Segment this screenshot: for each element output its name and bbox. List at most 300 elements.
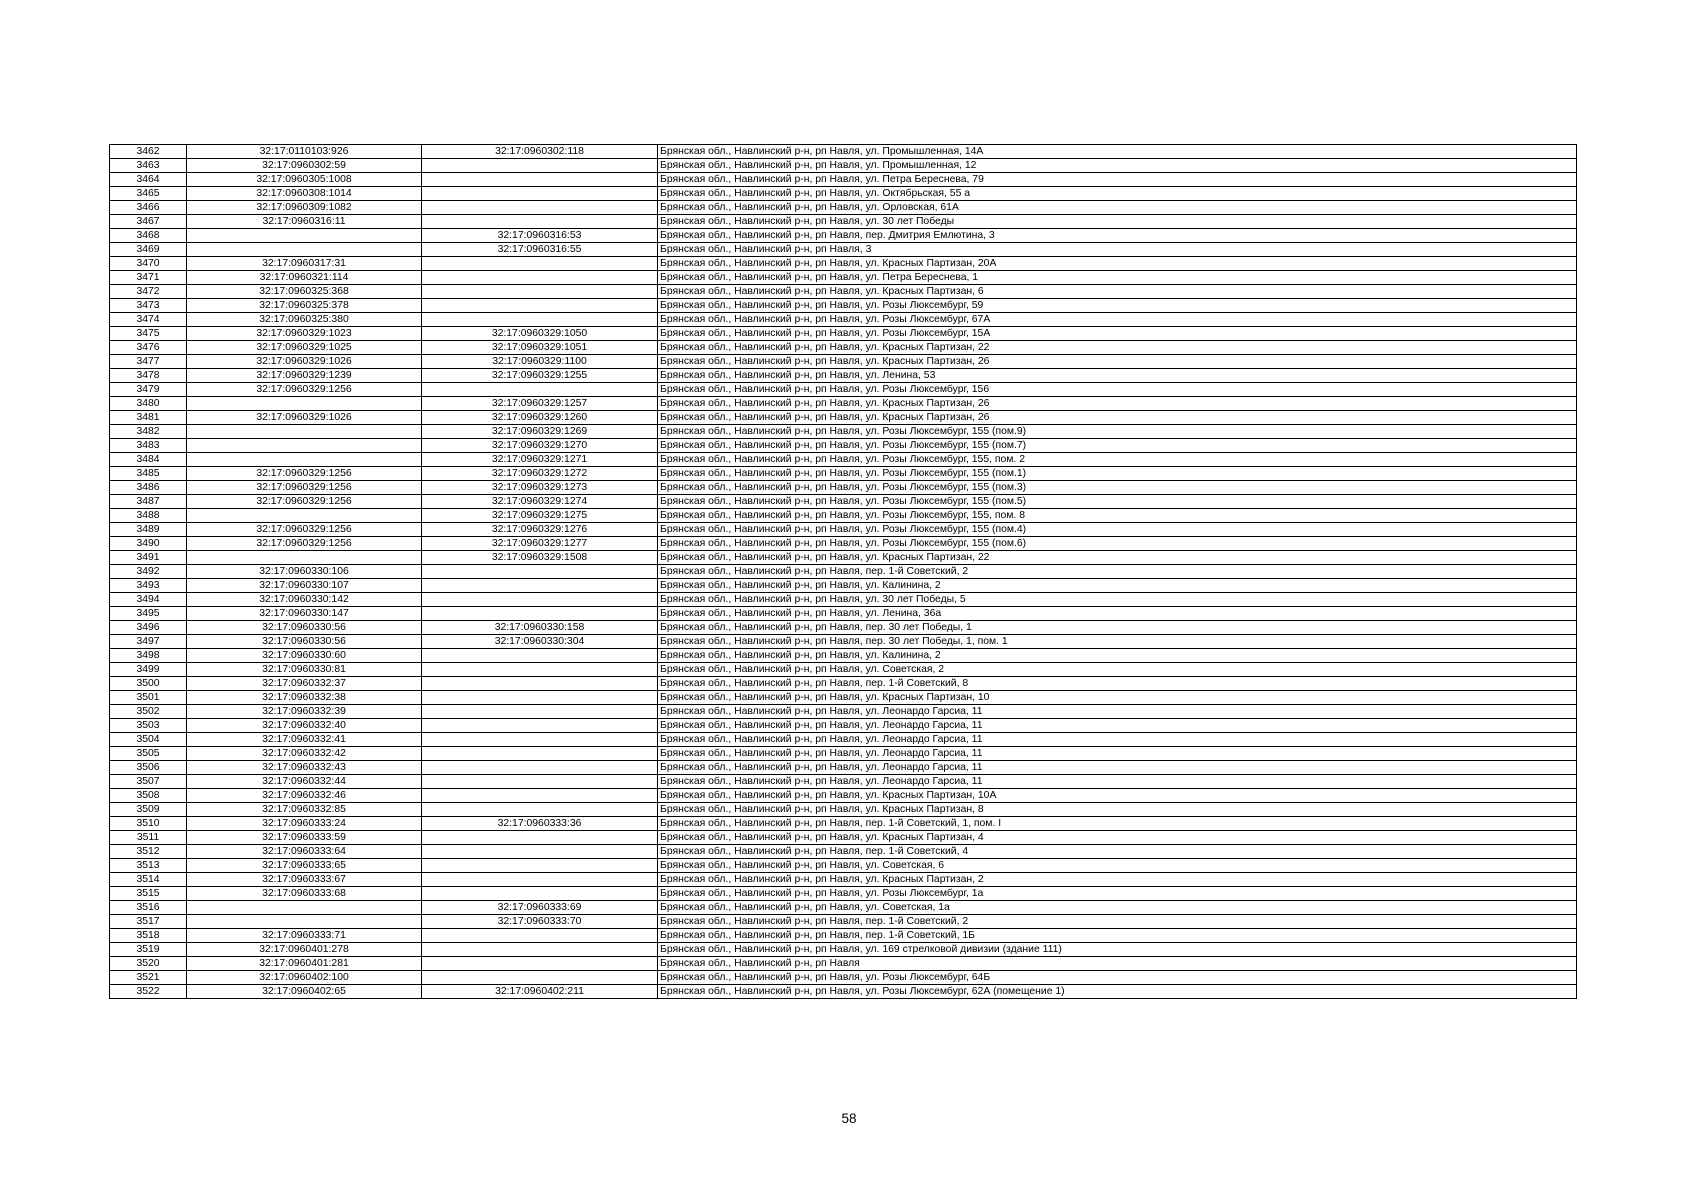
cadastral-number-cell: 32:17:0960332:42 bbox=[187, 747, 422, 761]
row-number-cell: 3512 bbox=[110, 845, 187, 859]
address-cell: Брянская обл., Навлинский р-н, рп Навля, ул. Промышленная, 14А bbox=[658, 145, 1577, 159]
related-cadastral-number-cell bbox=[422, 285, 658, 299]
row-number-cell: 3501 bbox=[110, 691, 187, 705]
row-number-cell: 3499 bbox=[110, 663, 187, 677]
table-row bbox=[110, 145, 1577, 159]
related-cadastral-number-cell: 32:17:0960329:1255 bbox=[422, 369, 658, 383]
address-cell: Брянская обл., Навлинский р-н, рп Навля, ул. Розы Люксембург, 64Б bbox=[658, 971, 1577, 985]
row-number-cell: 3483 bbox=[110, 439, 187, 453]
related-cadastral-number-cell bbox=[422, 173, 658, 187]
address-cell: Брянская обл., Навлинский р-н, рп Навля, пер. 1-й Советский, 8 bbox=[658, 677, 1577, 691]
cadastral-number-cell: 32:17:0960309:1082 bbox=[187, 201, 422, 215]
row-number-cell: 3514 bbox=[110, 873, 187, 887]
cadastral-number-cell: 32:17:0960332:39 bbox=[187, 705, 422, 719]
related-cadastral-number-cell bbox=[422, 957, 658, 971]
address-cell: Брянская обл., Навлинский р-н, рп Навля, пер. 1-й Советский, 1Б bbox=[658, 929, 1577, 943]
related-cadastral-number-cell bbox=[422, 691, 658, 705]
cadastral-number-cell: 32:17:0960332:46 bbox=[187, 789, 422, 803]
cadastral-number-cell: 32:17:0960333:24 bbox=[187, 817, 422, 831]
related-cadastral-number-cell bbox=[422, 187, 658, 201]
table-row bbox=[110, 257, 1577, 271]
address-cell: Брянская обл., Навлинский р-н, рп Навля, ул. Советская, 1а bbox=[658, 901, 1577, 915]
row-number-cell: 3484 bbox=[110, 453, 187, 467]
related-cadastral-number-cell bbox=[422, 677, 658, 691]
related-cadastral-number-cell bbox=[422, 971, 658, 985]
address-cell: Брянская обл., Навлинский р-н, рп Навля, пер. 30 лет Победы, 1, пом. 1 bbox=[658, 635, 1577, 649]
table-row bbox=[110, 327, 1577, 341]
address-cell: Брянская обл., Навлинский р-н, рп Навля, ул. Розы Люксембург, 155 (пом.9) bbox=[658, 425, 1577, 439]
table-row bbox=[110, 201, 1577, 215]
row-number-cell: 3491 bbox=[110, 551, 187, 565]
address-cell: Брянская обл., Навлинский р-н, рп Навля, ул. Розы Люксембург, 155 (пом.6) bbox=[658, 537, 1577, 551]
related-cadastral-number-cell: 32:17:0960329:1270 bbox=[422, 439, 658, 453]
cadastral-number-cell: 32:17:0960329:1025 bbox=[187, 341, 422, 355]
cadastral-number-cell: 32:17:0960329:1256 bbox=[187, 383, 422, 397]
related-cadastral-number-cell: 32:17:0960330:304 bbox=[422, 635, 658, 649]
address-cell: Брянская обл., Навлинский р-н, рп Навля, ул. Розы Люксембург, 155, пом. 8 bbox=[658, 509, 1577, 523]
address-cell: Брянская обл., Навлинский р-н, рп Навля, ул. Красных Партизан, 22 bbox=[658, 341, 1577, 355]
related-cadastral-number-cell: 32:17:0960316:55 bbox=[422, 243, 658, 257]
table-row bbox=[110, 845, 1577, 859]
row-number-cell: 3510 bbox=[110, 817, 187, 831]
address-cell: Брянская обл., Навлинский р-н, рп Навля, ул. Красных Партизан, 10 bbox=[658, 691, 1577, 705]
cadastral-number-cell bbox=[187, 509, 422, 523]
row-number-cell: 3488 bbox=[110, 509, 187, 523]
cadastral-number-cell: 32:17:0960332:40 bbox=[187, 719, 422, 733]
cadastral-number-cell: 32:17:0960321:114 bbox=[187, 271, 422, 285]
address-cell: Брянская обл., Навлинский р-н, рп Навля, пер. 1-й Советский, 2 bbox=[658, 565, 1577, 579]
related-cadastral-number-cell bbox=[422, 593, 658, 607]
related-cadastral-number-cell: 32:17:0960329:1272 bbox=[422, 467, 658, 481]
row-number-cell: 3505 bbox=[110, 747, 187, 761]
address-cell: Брянская обл., Навлинский р-н, рп Навля, ул. Красных Партизан, 6 bbox=[658, 285, 1577, 299]
table-row bbox=[110, 719, 1577, 733]
address-cell: Брянская обл., Навлинский р-н, рп Навля, ул. Красных Партизан, 22 bbox=[658, 551, 1577, 565]
table-row bbox=[110, 453, 1577, 467]
cadastral-number-cell: 32:17:0960325:378 bbox=[187, 299, 422, 313]
table-row bbox=[110, 523, 1577, 537]
related-cadastral-number-cell bbox=[422, 257, 658, 271]
row-number-cell: 3509 bbox=[110, 803, 187, 817]
cadastral-number-cell: 32:17:0960329:1023 bbox=[187, 327, 422, 341]
table-row bbox=[110, 355, 1577, 369]
related-cadastral-number-cell bbox=[422, 761, 658, 775]
address-cell: Брянская обл., Навлинский р-н, рп Навля, ул. 30 лет Победы, 5 bbox=[658, 593, 1577, 607]
related-cadastral-number-cell bbox=[422, 215, 658, 229]
row-number-cell: 3507 bbox=[110, 775, 187, 789]
row-number-cell: 3480 bbox=[110, 397, 187, 411]
related-cadastral-number-cell bbox=[422, 929, 658, 943]
related-cadastral-number-cell: 32:17:0960329:1050 bbox=[422, 327, 658, 341]
address-cell: Брянская обл., Навлинский р-н, рп Навля, ул. Леонардо Гарсиа, 11 bbox=[658, 775, 1577, 789]
row-number-cell: 3515 bbox=[110, 887, 187, 901]
address-cell: Брянская обл., Навлинский р-н, рп Навля, ул. Розы Люксембург, 156 bbox=[658, 383, 1577, 397]
row-number-cell: 3489 bbox=[110, 523, 187, 537]
related-cadastral-number-cell: 32:17:0960333:36 bbox=[422, 817, 658, 831]
cadastral-number-cell: 32:17:0960330:56 bbox=[187, 621, 422, 635]
cadastral-number-cell bbox=[187, 397, 422, 411]
related-cadastral-number-cell: 32:17:0960402:211 bbox=[422, 985, 658, 999]
cadastral-number-cell: 32:17:0960305:1008 bbox=[187, 173, 422, 187]
cadastral-number-cell: 32:17:0960329:1026 bbox=[187, 411, 422, 425]
page-number: 58 bbox=[841, 1111, 857, 1126]
cadastral-number-cell: 32:17:0960402:65 bbox=[187, 985, 422, 999]
cadastral-number-cell: 32:17:0960332:43 bbox=[187, 761, 422, 775]
address-cell: Брянская обл., Навлинский р-н, рп Навля, ул. Леонардо Гарсиа, 11 bbox=[658, 747, 1577, 761]
address-cell: Брянская обл., Навлинский р-н, рп Навля, ул. Розы Люксембург, 155 (пом.5) bbox=[658, 495, 1577, 509]
table-row bbox=[110, 481, 1577, 495]
row-number-cell: 3519 bbox=[110, 943, 187, 957]
row-number-cell: 3465 bbox=[110, 187, 187, 201]
table-row bbox=[110, 607, 1577, 621]
table-row bbox=[110, 425, 1577, 439]
related-cadastral-number-cell bbox=[422, 845, 658, 859]
address-cell: Брянская обл., Навлинский р-н, рп Навля, ул. Советская, 6 bbox=[658, 859, 1577, 873]
related-cadastral-number-cell bbox=[422, 733, 658, 747]
row-number-cell: 3478 bbox=[110, 369, 187, 383]
table-row bbox=[110, 803, 1577, 817]
address-cell: Брянская обл., Навлинский р-н, рп Навля, ул. Розы Люксембург, 1а bbox=[658, 887, 1577, 901]
cadastral-number-cell: 32:17:0960330:142 bbox=[187, 593, 422, 607]
address-cell: Брянская обл., Навлинский р-н, рп Навля, пер. 1-й Советский, 4 bbox=[658, 845, 1577, 859]
related-cadastral-number-cell bbox=[422, 649, 658, 663]
cadastral-number-cell: 32:17:0960317:31 bbox=[187, 257, 422, 271]
related-cadastral-number-cell: 32:17:0960329:1508 bbox=[422, 551, 658, 565]
cadastral-number-cell bbox=[187, 901, 422, 915]
address-cell: Брянская обл., Навлинский р-н, рп Навля, ул. Калинина, 2 bbox=[658, 579, 1577, 593]
row-number-cell: 3494 bbox=[110, 593, 187, 607]
table-row bbox=[110, 943, 1577, 957]
cadastral-number-cell: 32:17:0960333:64 bbox=[187, 845, 422, 859]
row-number-cell: 3476 bbox=[110, 341, 187, 355]
row-number-cell: 3511 bbox=[110, 831, 187, 845]
cadastral-number-cell: 32:17:0960333:67 bbox=[187, 873, 422, 887]
row-number-cell: 3473 bbox=[110, 299, 187, 313]
table-row bbox=[110, 467, 1577, 481]
cadastral-number-cell: 32:17:0110103:926 bbox=[187, 145, 422, 159]
table-row bbox=[110, 761, 1577, 775]
row-number-cell: 3498 bbox=[110, 649, 187, 663]
related-cadastral-number-cell: 32:17:0960329:1269 bbox=[422, 425, 658, 439]
address-cell: Брянская обл., Навлинский р-н, рп Навля, ул. Леонардо Гарсиа, 11 bbox=[658, 733, 1577, 747]
table-row bbox=[110, 439, 1577, 453]
cadastral-number-cell: 32:17:0960329:1256 bbox=[187, 495, 422, 509]
related-cadastral-number-cell: 32:17:0960316:53 bbox=[422, 229, 658, 243]
table-row bbox=[110, 593, 1577, 607]
address-cell: Брянская обл., Навлинский р-н, рп Навля, пер. Дмитрия Емлютина, 3 bbox=[658, 229, 1577, 243]
related-cadastral-number-cell bbox=[422, 565, 658, 579]
table-row bbox=[110, 873, 1577, 887]
table-row bbox=[110, 747, 1577, 761]
row-number-cell: 3469 bbox=[110, 243, 187, 257]
address-cell: Брянская обл., Навлинский р-н, рп Навля, ул. Розы Люксембург, 59 bbox=[658, 299, 1577, 313]
row-number-cell: 3513 bbox=[110, 859, 187, 873]
cadastral-number-cell: 32:17:0960329:1026 bbox=[187, 355, 422, 369]
table-row bbox=[110, 621, 1577, 635]
related-cadastral-number-cell: 32:17:0960329:1277 bbox=[422, 537, 658, 551]
table-row bbox=[110, 173, 1577, 187]
row-number-cell: 3479 bbox=[110, 383, 187, 397]
related-cadastral-number-cell bbox=[422, 859, 658, 873]
row-number-cell: 3474 bbox=[110, 313, 187, 327]
address-cell: Брянская обл., Навлинский р-н, рп Навля, пер. 1-й Советский, 1, пом. I bbox=[658, 817, 1577, 831]
cadastral-number-cell bbox=[187, 453, 422, 467]
row-number-cell: 3496 bbox=[110, 621, 187, 635]
table-row bbox=[110, 509, 1577, 523]
cadastral-number-cell: 32:17:0960330:107 bbox=[187, 579, 422, 593]
table-row bbox=[110, 677, 1577, 691]
related-cadastral-number-cell bbox=[422, 887, 658, 901]
address-cell: Брянская обл., Навлинский р-н, рп Навля, ул. Розы Люксембург, 155, пом. 2 bbox=[658, 453, 1577, 467]
address-cell: Брянская обл., Навлинский р-н, рп Навля, пер. 1-й Советский, 2 bbox=[658, 915, 1577, 929]
address-cell: Брянская обл., Навлинский р-н, рп Навля, ул. Красных Партизан, 2 bbox=[658, 873, 1577, 887]
table-row bbox=[110, 271, 1577, 285]
table-row bbox=[110, 341, 1577, 355]
table-row bbox=[110, 565, 1577, 579]
table-row bbox=[110, 383, 1577, 397]
address-cell: Брянская обл., Навлинский р-н, рп Навля, ул. Леонардо Гарсиа, 11 bbox=[658, 761, 1577, 775]
cadastral-number-cell: 32:17:0960333:59 bbox=[187, 831, 422, 845]
row-number-cell: 3504 bbox=[110, 733, 187, 747]
cadastral-number-cell: 32:17:0960329:1256 bbox=[187, 481, 422, 495]
address-cell: Брянская обл., Навлинский р-н, рп Навля, ул. Розы Люксембург, 62А (помещение 1) bbox=[658, 985, 1577, 999]
address-cell: Брянская обл., Навлинский р-н, рп Навля, ул. Красных Партизан, 26 bbox=[658, 397, 1577, 411]
address-cell: Брянская обл., Навлинский р-н, рп Навля, ул. Леонардо Гарсиа, 11 bbox=[658, 705, 1577, 719]
table-row bbox=[110, 397, 1577, 411]
cadastral-number-cell bbox=[187, 915, 422, 929]
related-cadastral-number-cell: 32:17:0960329:1260 bbox=[422, 411, 658, 425]
row-number-cell: 3522 bbox=[110, 985, 187, 999]
table-row bbox=[110, 691, 1577, 705]
cadastral-number-cell: 32:17:0960329:1256 bbox=[187, 467, 422, 481]
address-cell: Брянская обл., Навлинский р-н, рп Навля, ул. Розы Люксембург, 155 (пом.7) bbox=[658, 439, 1577, 453]
cadastral-number-cell: 32:17:0960302:59 bbox=[187, 159, 422, 173]
table-row bbox=[110, 775, 1577, 789]
related-cadastral-number-cell: 32:17:0960329:1100 bbox=[422, 355, 658, 369]
cadastral-number-cell bbox=[187, 243, 422, 257]
table-row bbox=[110, 411, 1577, 425]
row-number-cell: 3508 bbox=[110, 789, 187, 803]
table-row bbox=[110, 635, 1577, 649]
cadastral-number-cell: 32:17:0960401:278 bbox=[187, 943, 422, 957]
table-row bbox=[110, 985, 1577, 999]
table-row bbox=[110, 537, 1577, 551]
address-cell: Брянская обл., Навлинский р-н, рп Навля bbox=[658, 957, 1577, 971]
row-number-cell: 3462 bbox=[110, 145, 187, 159]
related-cadastral-number-cell: 32:17:0960333:69 bbox=[422, 901, 658, 915]
related-cadastral-number-cell bbox=[422, 747, 658, 761]
table-row bbox=[110, 551, 1577, 565]
cadastral-number-cell: 32:17:0960332:41 bbox=[187, 733, 422, 747]
address-cell: Брянская обл., Навлинский р-н, рп Навля, ул. Советская, 2 bbox=[658, 663, 1577, 677]
row-number-cell: 3472 bbox=[110, 285, 187, 299]
row-number-cell: 3516 bbox=[110, 901, 187, 915]
related-cadastral-number-cell bbox=[422, 271, 658, 285]
table-row bbox=[110, 733, 1577, 747]
address-cell: Брянская обл., Навлинский р-н, рп Навля, ул. Красных Партизан, 10А bbox=[658, 789, 1577, 803]
row-number-cell: 3470 bbox=[110, 257, 187, 271]
table-row bbox=[110, 859, 1577, 873]
row-number-cell: 3485 bbox=[110, 467, 187, 481]
cadastral-number-cell: 32:17:0960332:37 bbox=[187, 677, 422, 691]
address-cell: Брянская обл., Навлинский р-н, рп Навля, ул. 30 лет Победы bbox=[658, 215, 1577, 229]
related-cadastral-number-cell bbox=[422, 313, 658, 327]
table-row bbox=[110, 915, 1577, 929]
table-row bbox=[110, 831, 1577, 845]
row-number-cell: 3503 bbox=[110, 719, 187, 733]
cadastral-number-cell: 32:17:0960316:11 bbox=[187, 215, 422, 229]
address-cell: Брянская обл., Навлинский р-н, рп Навля, 3 bbox=[658, 243, 1577, 257]
cadastral-number-cell: 32:17:0960332:44 bbox=[187, 775, 422, 789]
cadastral-number-cell bbox=[187, 551, 422, 565]
row-number-cell: 3492 bbox=[110, 565, 187, 579]
table-row bbox=[110, 901, 1577, 915]
row-number-cell: 3490 bbox=[110, 537, 187, 551]
cadastral-number-cell: 32:17:0960333:71 bbox=[187, 929, 422, 943]
cadastral-number-cell: 32:17:0960329:1256 bbox=[187, 523, 422, 537]
related-cadastral-number-cell: 32:17:0960329:1273 bbox=[422, 481, 658, 495]
related-cadastral-number-cell bbox=[422, 383, 658, 397]
cadastral-number-cell: 32:17:0960330:60 bbox=[187, 649, 422, 663]
related-cadastral-number-cell: 32:17:0960329:1257 bbox=[422, 397, 658, 411]
address-cell: Брянская обл., Навлинский р-н, рп Навля, пер. 30 лет Победы, 1 bbox=[658, 621, 1577, 635]
related-cadastral-number-cell bbox=[422, 789, 658, 803]
address-cell: Брянская обл., Навлинский р-н, рп Навля, ул. Ленина, 53 bbox=[658, 369, 1577, 383]
address-cell: Брянская обл., Навлинский р-н, рп Навля, ул. Ленина, 36а bbox=[658, 607, 1577, 621]
table-row bbox=[110, 215, 1577, 229]
address-cell: Брянская обл., Навлинский р-н, рп Навля, ул. Красных Партизан, 26 bbox=[658, 355, 1577, 369]
address-cell: Брянская обл., Навлинский р-н, рп Навля, ул. Розы Люксембург, 155 (пом.4) bbox=[658, 523, 1577, 537]
cadastral-number-cell: 32:17:0960329:1239 bbox=[187, 369, 422, 383]
address-cell: Брянская обл., Навлинский р-н, рп Навля, ул. Промышленная, 12 bbox=[658, 159, 1577, 173]
address-cell: Брянская обл., Навлинский р-н, рп Навля, ул. Октябрьская, 55 а bbox=[658, 187, 1577, 201]
table-row bbox=[110, 159, 1577, 173]
row-number-cell: 3486 bbox=[110, 481, 187, 495]
related-cadastral-number-cell: 32:17:0960302:118 bbox=[422, 145, 658, 159]
related-cadastral-number-cell bbox=[422, 705, 658, 719]
related-cadastral-number-cell bbox=[422, 201, 658, 215]
table-row bbox=[110, 663, 1577, 677]
table-row bbox=[110, 971, 1577, 985]
related-cadastral-number-cell bbox=[422, 775, 658, 789]
table-row bbox=[110, 649, 1577, 663]
table-row bbox=[110, 789, 1577, 803]
cadastral-number-cell: 32:17:0960325:368 bbox=[187, 285, 422, 299]
related-cadastral-number-cell: 32:17:0960329:1274 bbox=[422, 495, 658, 509]
row-number-cell: 3502 bbox=[110, 705, 187, 719]
address-cell: Брянская обл., Навлинский р-н, рп Навля, ул. Розы Люксембург, 155 (пом.1) bbox=[658, 467, 1577, 481]
address-cell: Брянская обл., Навлинский р-н, рп Навля, ул. Петра Береснева, 79 bbox=[658, 173, 1577, 187]
table-row bbox=[110, 957, 1577, 971]
cadastral-number-cell bbox=[187, 439, 422, 453]
address-cell: Брянская обл., Навлинский р-н, рп Навля, ул. Леонардо Гарсиа, 11 bbox=[658, 719, 1577, 733]
row-number-cell: 3468 bbox=[110, 229, 187, 243]
row-number-cell: 3517 bbox=[110, 915, 187, 929]
table-row bbox=[110, 495, 1577, 509]
table-row bbox=[110, 187, 1577, 201]
table-row bbox=[110, 579, 1577, 593]
table-row bbox=[110, 299, 1577, 313]
row-number-cell: 3495 bbox=[110, 607, 187, 621]
related-cadastral-number-cell: 32:17:0960329:1275 bbox=[422, 509, 658, 523]
related-cadastral-number-cell bbox=[422, 943, 658, 957]
related-cadastral-number-cell bbox=[422, 299, 658, 313]
cadastral-number-cell: 32:17:0960325:380 bbox=[187, 313, 422, 327]
cadastral-number-cell bbox=[187, 425, 422, 439]
related-cadastral-number-cell bbox=[422, 873, 658, 887]
cadastral-number-cell: 32:17:0960308:1014 bbox=[187, 187, 422, 201]
cadastral-number-cell bbox=[187, 229, 422, 243]
row-number-cell: 3475 bbox=[110, 327, 187, 341]
cadastral-number-cell: 32:17:0960330:56 bbox=[187, 635, 422, 649]
cadastral-number-cell: 32:17:0960330:147 bbox=[187, 607, 422, 621]
cadastral-number-cell: 32:17:0960333:68 bbox=[187, 887, 422, 901]
address-cell: Брянская обл., Навлинский р-н, рп Навля, ул. Розы Люксембург, 15А bbox=[658, 327, 1577, 341]
table-row bbox=[110, 887, 1577, 901]
cadastral-number-cell: 32:17:0960333:65 bbox=[187, 859, 422, 873]
related-cadastral-number-cell: 32:17:0960329:1271 bbox=[422, 453, 658, 467]
related-cadastral-number-cell bbox=[422, 803, 658, 817]
address-cell: Брянская обл., Навлинский р-н, рп Навля, ул. 169 стрелковой дивизии (здание 111) bbox=[658, 943, 1577, 957]
related-cadastral-number-cell bbox=[422, 579, 658, 593]
related-cadastral-number-cell bbox=[422, 607, 658, 621]
row-number-cell: 3487 bbox=[110, 495, 187, 509]
records-table-body bbox=[110, 145, 1577, 999]
address-cell: Брянская обл., Навлинский р-н, рп Навля, ул. Розы Люксембург, 67А bbox=[658, 313, 1577, 327]
row-number-cell: 3482 bbox=[110, 425, 187, 439]
cadastral-number-cell: 32:17:0960329:1256 bbox=[187, 537, 422, 551]
table-row bbox=[110, 229, 1577, 243]
table-row bbox=[110, 929, 1577, 943]
related-cadastral-number-cell: 32:17:0960333:70 bbox=[422, 915, 658, 929]
cadastral-number-cell: 32:17:0960332:38 bbox=[187, 691, 422, 705]
table-row bbox=[110, 313, 1577, 327]
cadastral-number-cell: 32:17:0960330:81 bbox=[187, 663, 422, 677]
related-cadastral-number-cell bbox=[422, 159, 658, 173]
row-number-cell: 3520 bbox=[110, 957, 187, 971]
table-row bbox=[110, 705, 1577, 719]
address-cell: Брянская обл., Навлинский р-н, рп Навля, ул. Розы Люксембург, 155 (пом.3) bbox=[658, 481, 1577, 495]
address-cell: Брянская обл., Навлинский р-н, рп Навля, ул. Красных Партизан, 8 bbox=[658, 803, 1577, 817]
row-number-cell: 3463 bbox=[110, 159, 187, 173]
related-cadastral-number-cell: 32:17:0960330:158 bbox=[422, 621, 658, 635]
related-cadastral-number-cell bbox=[422, 719, 658, 733]
row-number-cell: 3518 bbox=[110, 929, 187, 943]
row-number-cell: 3506 bbox=[110, 761, 187, 775]
address-cell: Брянская обл., Навлинский р-н, рп Навля, ул. Красных Партизан, 26 bbox=[658, 411, 1577, 425]
row-number-cell: 3521 bbox=[110, 971, 187, 985]
cadastral-number-cell: 32:17:0960332:85 bbox=[187, 803, 422, 817]
related-cadastral-number-cell: 32:17:0960329:1276 bbox=[422, 523, 658, 537]
cadastral-number-cell: 32:17:0960330:106 bbox=[187, 565, 422, 579]
row-number-cell: 3497 bbox=[110, 635, 187, 649]
row-number-cell: 3477 bbox=[110, 355, 187, 369]
table-row bbox=[110, 243, 1577, 257]
records-table bbox=[109, 144, 1577, 999]
row-number-cell: 3467 bbox=[110, 215, 187, 229]
address-cell: Брянская обл., Навлинский р-н, рп Навля, ул. Красных Партизан, 20А bbox=[658, 257, 1577, 271]
row-number-cell: 3500 bbox=[110, 677, 187, 691]
related-cadastral-number-cell bbox=[422, 831, 658, 845]
address-cell: Брянская обл., Навлинский р-н, рп Навля, ул. Орловская, 61А bbox=[658, 201, 1577, 215]
cadastral-number-cell: 32:17:0960402:100 bbox=[187, 971, 422, 985]
related-cadastral-number-cell bbox=[422, 663, 658, 677]
related-cadastral-number-cell: 32:17:0960329:1051 bbox=[422, 341, 658, 355]
cadastral-number-cell: 32:17:0960401:281 bbox=[187, 957, 422, 971]
table-row bbox=[110, 817, 1577, 831]
row-number-cell: 3481 bbox=[110, 411, 187, 425]
table-row bbox=[110, 285, 1577, 299]
